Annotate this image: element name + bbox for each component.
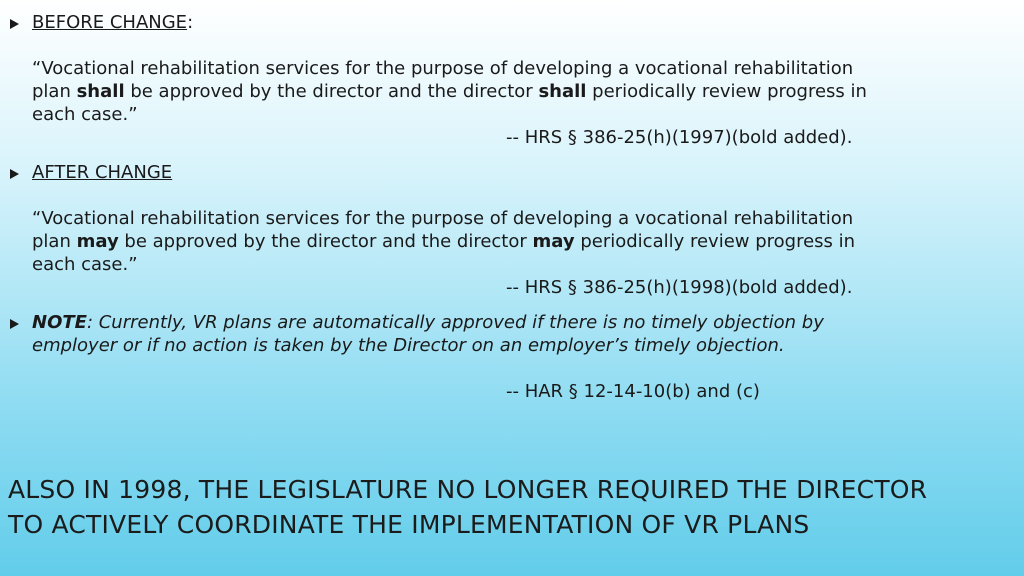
triangle-right-bullet-icon (8, 318, 20, 330)
before-change-colon: : (187, 12, 194, 33)
after-citation: -- HRS § 386-25(h)(1998)(bold added). (506, 277, 853, 298)
before-quote-line-3: each case.” (32, 104, 138, 125)
after-quote-line-2 (32, 230, 855, 253)
before-bold-shall-1: shall (76, 81, 125, 102)
slide-title-line-2: TO ACTIVELY COORDINATE THE IMPLEMENTATION OF VR PLANS (8, 510, 810, 539)
after-bold-may-2: may (532, 231, 575, 252)
before-quote-text: plan (32, 81, 77, 102)
note-text: : Currently, VR plans are automatically approved if there is no timely objection by (86, 312, 824, 333)
after-change-heading: AFTER CHANGE (32, 162, 173, 183)
note-citation: -- HAR § 12-14-10(b) and (c) (506, 381, 760, 402)
note-line-1 (32, 311, 824, 334)
triangle-right-bullet-icon (8, 168, 20, 180)
before-quote-text: periodically review progress in (586, 81, 867, 102)
before-citation: -- HRS § 386-25(h)(1997)(bold added). (506, 127, 853, 148)
before-change-heading: BEFORE CHANGE (32, 12, 188, 33)
after-quote-text: plan (32, 231, 77, 252)
note-line-2: employer or if no action is taken by the Director on an employer’s timely objection. (32, 335, 785, 356)
after-quote-line-1: “Vocational rehabilitation services for the purpose of developing a vocational rehabilitation (32, 208, 854, 229)
after-bold-may-1: may (76, 231, 119, 252)
note-label: NOTE (32, 312, 87, 333)
triangle-right-bullet-icon (8, 18, 20, 30)
before-quote-text: be approved by the director and the director (124, 81, 539, 102)
after-quote-text: be approved by the director and the director (118, 231, 533, 252)
before-quote-line-1: “Vocational rehabilitation services for the purpose of developing a vocational rehabilitation (32, 58, 854, 79)
after-quote-line-3: each case.” (32, 254, 138, 275)
before-bold-shall-2: shall (538, 81, 587, 102)
after-quote-text: periodically review progress in (574, 231, 856, 252)
before-change-heading-line (32, 11, 193, 34)
after-change-heading-line (32, 161, 172, 184)
before-quote-line-2 (32, 80, 867, 103)
slide-title-line-1: ALSO IN 1998, THE LEGISLATURE NO LONGER REQUIRED THE DIRECTOR (8, 475, 928, 504)
